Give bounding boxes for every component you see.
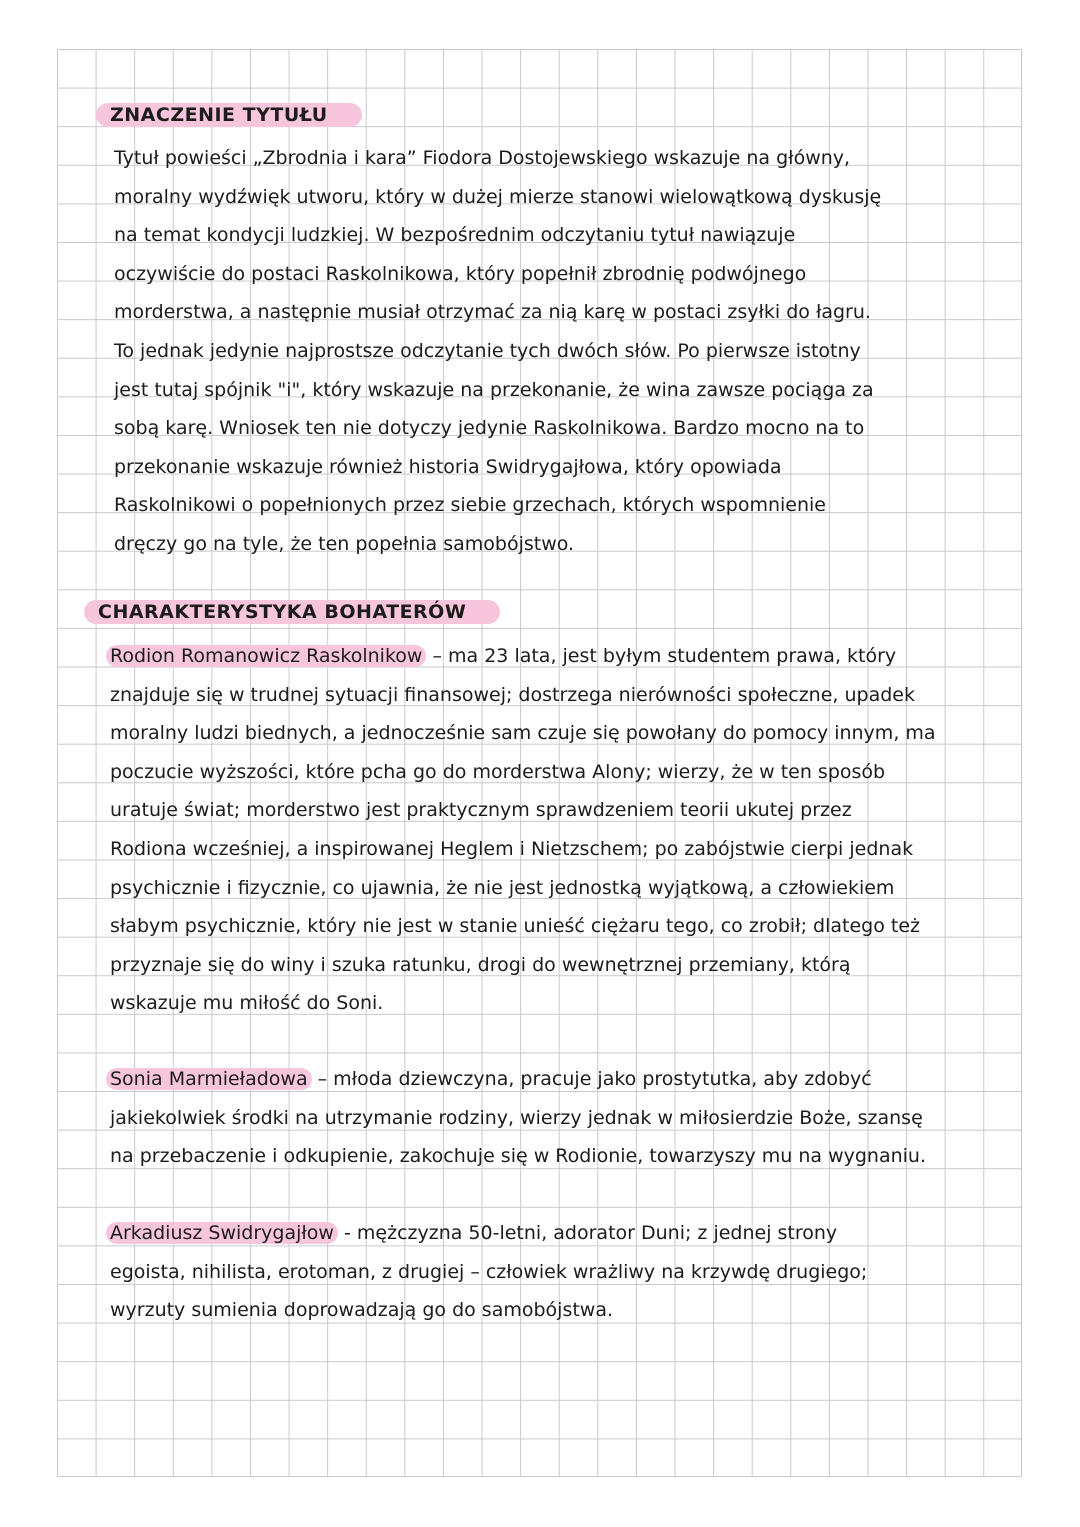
text-line: Tytuł powieści „Zbrodnia i kara” Fiodora Dostojewskiego wskazuje na główny, (114, 147, 851, 169)
text-line: słabym psychicznie, który nie jest w stanie unieść ciężaru tego, co zrobił; dlatego też (110, 915, 920, 938)
text-line: przekonanie wskazuje również historia Swidrygajłowa, który opowiada (114, 455, 782, 478)
text-line: jakiekolwiek środki na utrzymanie rodziny, wierzy jednak w miłosierdzie Boże, szansę (110, 1106, 923, 1129)
text-line: przyznaje się do winy i szuka ratunku, drogi do wewnętrznej przemiany, którą (110, 953, 851, 976)
text-line: Rodiona wcześniej, a inspirowanej Heglem i Nietzschem; po zabójstwie cierpi jednak (110, 837, 914, 860)
character-swidrygajlow (110, 1214, 980, 1330)
text-line: oczywiście do postaci Raskolnikowa, który popełnił zbrodnię podwójnego (114, 262, 807, 285)
text-line: morderstwa, a następnie musiał otrzymać za nią karę w postaci zsyłki do łagru. (114, 301, 871, 324)
character-intro: – młoda dziewczyna, pracuje jako prostytutka, aby zdobyć (311, 1068, 872, 1090)
text-line: uratuje świat; morderstwo jest praktycznym sprawdzeniem teorii ukutej przez (110, 799, 852, 822)
text-line: na temat kondycji ludzkiej. W bezpośrednim odczytaniu tytuł nawiązuje (114, 224, 796, 247)
title-meaning-paragraph (114, 139, 984, 564)
text-line: na przebaczenie i odkupienie, zakochuje się w Rodionie, towarzyszy mu na wygnaniu. (110, 1145, 927, 1168)
character-intro: - mężczyzna 50-letni, adorator Duni; z jednej strony (337, 1222, 838, 1244)
text-line: znajduje się w trudnej sytuacji finansowej; dostrzega nierówności społeczne, upadek (110, 683, 915, 706)
text-line (110, 637, 980, 676)
text-line: To jednak jedynie najprostsze odczytanie tych dwóch słów. Po pierwsze istotny (114, 339, 861, 362)
character-raskolnikow (110, 637, 980, 1023)
text-line: dręczy go na tyle, że ten popełnia samobójstwo. (114, 532, 575, 555)
text-line: jest tutaj spójnik "i", który wskazuje na przekonanie, że wina zawsze pociąga za (114, 378, 874, 401)
character-name-highlight: Arkadiusz Swidrygajłow (106, 1222, 338, 1244)
character-sonia (110, 1060, 980, 1176)
section-heading-title-meaning: ZNACZENIE TYTUŁU (96, 103, 362, 127)
text-line: moralny ludzi biednych, a jednocześnie sam czuje się powołany do pomocy innym, ma (110, 722, 936, 745)
text-line: egoista, nihilista, erotoman, z drugiej – człowiek wrażliwy na krzywdę drugiego; (110, 1260, 868, 1283)
text-line: moralny wydźwięk utworu, który w dużej mierze stanowi wielowątkową dyskusję (114, 185, 882, 208)
text-line: poczucie wyższości, które pcha go do morderstwa Alony; wierzy, że w ten sposób (110, 760, 886, 783)
text-line (110, 1060, 980, 1099)
character-name-highlight: Rodion Romanowicz Raskolnikow (106, 645, 426, 667)
text-line: sobą karę. Wniosek ten nie dotyczy jedynie Raskolnikowa. Bardzo mocno na to (114, 417, 865, 440)
text-line: wyrzuty sumienia doprowadzają go do samobójstwa. (110, 1299, 614, 1322)
text-line: wskazuje mu miłość do Soni. (110, 992, 384, 1015)
section-heading-characters: CHARAKTERYSTYKA BOHATERÓW (84, 600, 500, 624)
character-name-highlight: Sonia Marmieładowa (106, 1068, 312, 1090)
text-line: Raskolnikowi o popełnionych przez siebie grzechach, których wspomnienie (114, 494, 826, 517)
text-line: psychicznie i fizycznie, co ujawnia, że nie jest jednostką wyjątkową, a człowiekiem (110, 876, 895, 899)
text-line (110, 1214, 980, 1253)
character-intro: – ma 23 lata, jest byłym studentem prawa, który (426, 645, 897, 667)
